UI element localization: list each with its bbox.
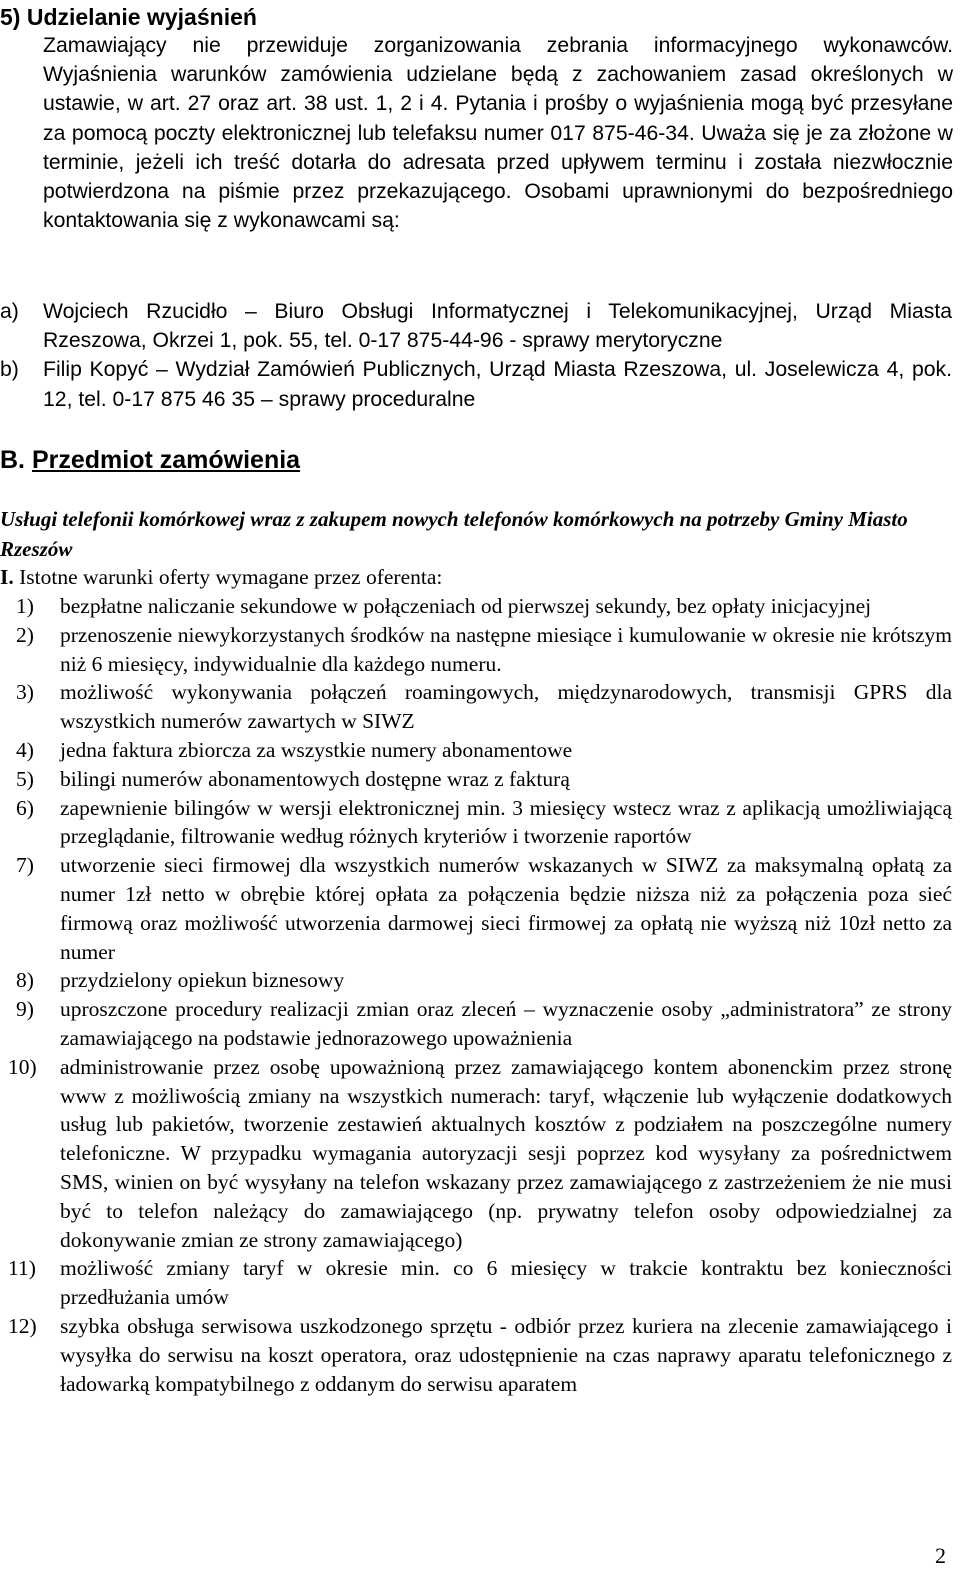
list-item-marker: 10) <box>8 1054 37 1079</box>
list-item <box>0 851 952 966</box>
requirements-list <box>0 592 952 1398</box>
section-b-title: Przedmiot zamówienia <box>31 446 301 474</box>
list-item-marker: 2) <box>16 622 34 647</box>
list-item-text: możliwość wykonywania połączeń roamingowych, międzynarodowych, transmisji GPRS dla wszystkich numerów zawartych w SIWZ <box>60 680 952 734</box>
list-item-marker: 11) <box>8 1256 36 1281</box>
list-item-marker: 3) <box>16 680 34 705</box>
list-item-marker: 8) <box>16 968 34 993</box>
list-item <box>0 765 952 794</box>
requirements-intro <box>0 563 950 592</box>
list-item <box>0 966 952 995</box>
list-item <box>0 1312 952 1398</box>
list-item-marker: 7) <box>16 853 34 878</box>
contact-item <box>0 355 952 413</box>
list-item <box>0 794 952 852</box>
intro-text: Istotne warunki oferty wymagane przez oferenta: <box>19 565 443 589</box>
list-item-text: utworzenie sieci firmowej dla wszystkich numerów wskazanych w SIWZ za maksymalną opłatą za numer 1zł netto w obrębie której opłata za połączenia będzie niższa niż za połączenia poza sieć firmową oraz możliwość utworzenia darmowej sieci firmowej za opłatą nie wyższą niż 10zł netto za numer <box>60 853 952 964</box>
list-item-marker: 5) <box>16 766 34 791</box>
intro-number: I. <box>0 565 14 589</box>
list-item-text: administrowanie przez osobę upoważnioną przez zamawiającego kontem abonenckim przez stronę www z możliwością zmiany na wszystkich numerach: taryf, włączenie lub wyłączenie dodatkowych usług lub pakietów, tworzenie zestawień aktualnych kosztów z podziałem na poszczególne numery telefoniczne. W przypadku wymagania autoryzacji sesji poprzez kod wysyłany za pośrednictwem SMS, winien on być wysyłany na telefon wskazany przez zamawiającego z zastrzeżeniem że nie musi być to telefon należący do zamawiającego (np. prywatny telefon osoby odpowiedzialnej za dokonywanie zmian ze strony zamawiającego) <box>60 1054 952 1252</box>
contact-item <box>0 297 952 355</box>
contact-text: Filip Kopyć – Wydział Zamówień Publicznych, Urząd Miasta Rzeszowa, ul. Joselewicza 4, pok. 12, tel. 0-17 875 46 35 – sprawy proceduralne <box>43 358 952 411</box>
list-item <box>0 1053 952 1255</box>
section-b-letter: B. <box>0 446 25 474</box>
list-item-text: uproszczone procedury realizacji zmian oraz zleceń – wyznaczenie osoby „administratora” ze strony zamawiającego na podstawie jednorazowego upoważnienia <box>60 997 952 1050</box>
contact-list <box>0 297 952 414</box>
list-item-text: jedna faktura zbiorcza za wszystkie numery abonamentowe <box>60 737 573 762</box>
contact-marker: a) <box>0 300 19 323</box>
list-item <box>0 592 952 621</box>
list-item-text: przenoszenie niewykorzystanych środków na następne miesiące i kumulowanie w okresie nie krótszym niż 6 miesięcy, indywidualnie dla każdego numeru. <box>60 622 952 676</box>
list-item-text: zapewnienie bilingów w wersji elektronicznej min. 3 miesięcy wstecz wraz z aplikacją umożliwiającą przeglądanie, filtrowanie według różnych kryteriów i tworzenie raportów <box>60 795 952 849</box>
section-paragraph: Zamawiający nie przewiduje zorganizowania zebrania informacyjnego wykonawców. Wyjaśnienia warunków zamówienia udzielane będą z zachowaniem zasad określonych w ustawie, w art. 27 oraz art. 38 ust. 1, 2 i 4. Pytania i prośby o wyjaśnienia mogą być przesyłane za pomocą poczty elektronicznej lub telefaksu numer 017 875-46-34. Uważa się je za złożone w terminie, jeżeli ich treść dotarła do adresata przed upływem terminu i została niezwłocznie potwierdzona na piśmie przez przekazującego. Osobami uprawnionymi do bezpośredniego kontaktowania się z wykonawcami są: <box>43 34 953 233</box>
section-b-heading <box>0 444 300 476</box>
contact-marker: b) <box>0 358 19 382</box>
list-item-marker: 6) <box>16 795 34 820</box>
list-item-text: bilingi numerów abonamentowych dostępne wraz z fakturą <box>60 766 570 791</box>
section-b-subtitle: Usługi telefonii komórkowej wraz z zakupem nowych telefonów komórkowych na potrzeby Gminy Miasto Rzeszów <box>0 507 908 561</box>
list-item-text: przydzielony opiekun biznesowy <box>60 968 345 993</box>
page-number: 2 <box>935 1543 946 1568</box>
section-heading: 5) Udzielanie wyjaśnień <box>0 4 257 30</box>
list-item-marker: 4) <box>16 737 34 762</box>
list-item <box>0 621 952 679</box>
list-item-text: możliwość zmiany taryf w okresie min. co 6 miesięcy w trakcie kontraktu bez konieczności przedłużania umów <box>60 1256 952 1310</box>
list-item <box>0 1254 952 1312</box>
list-item-marker: 12) <box>8 1313 37 1338</box>
list-item-marker: 9) <box>16 997 34 1022</box>
list-item <box>0 736 952 765</box>
list-item <box>0 995 952 1053</box>
list-item-text: szybka obsługa serwisowa uszkodzonego sprzętu - odbiór przez kuriera na zlecenie zamawiającego i wysyłka do serwisu na koszt operatora, oraz udostępnienie na czas naprawy aparatu telefonicznego z ładowarką kompatybilnego z oddanym do serwisu aparatem <box>60 1313 952 1396</box>
list-item <box>0 678 952 736</box>
list-item-marker: 1) <box>16 594 34 618</box>
list-item-text: bezpłatne naliczanie sekundowe w połączeniach od pierwszej sekundy, bez opłaty inicjacyjnej <box>60 594 872 618</box>
contact-text: Wojciech Rzucidło – Biuro Obsługi Informatycznej i Telekomunikacyjnej, Urząd Miasta Rzeszowa, Okrzei 1, pok. 55, tel. 0-17 875-44-96 - sprawy merytoryczne <box>43 300 952 353</box>
